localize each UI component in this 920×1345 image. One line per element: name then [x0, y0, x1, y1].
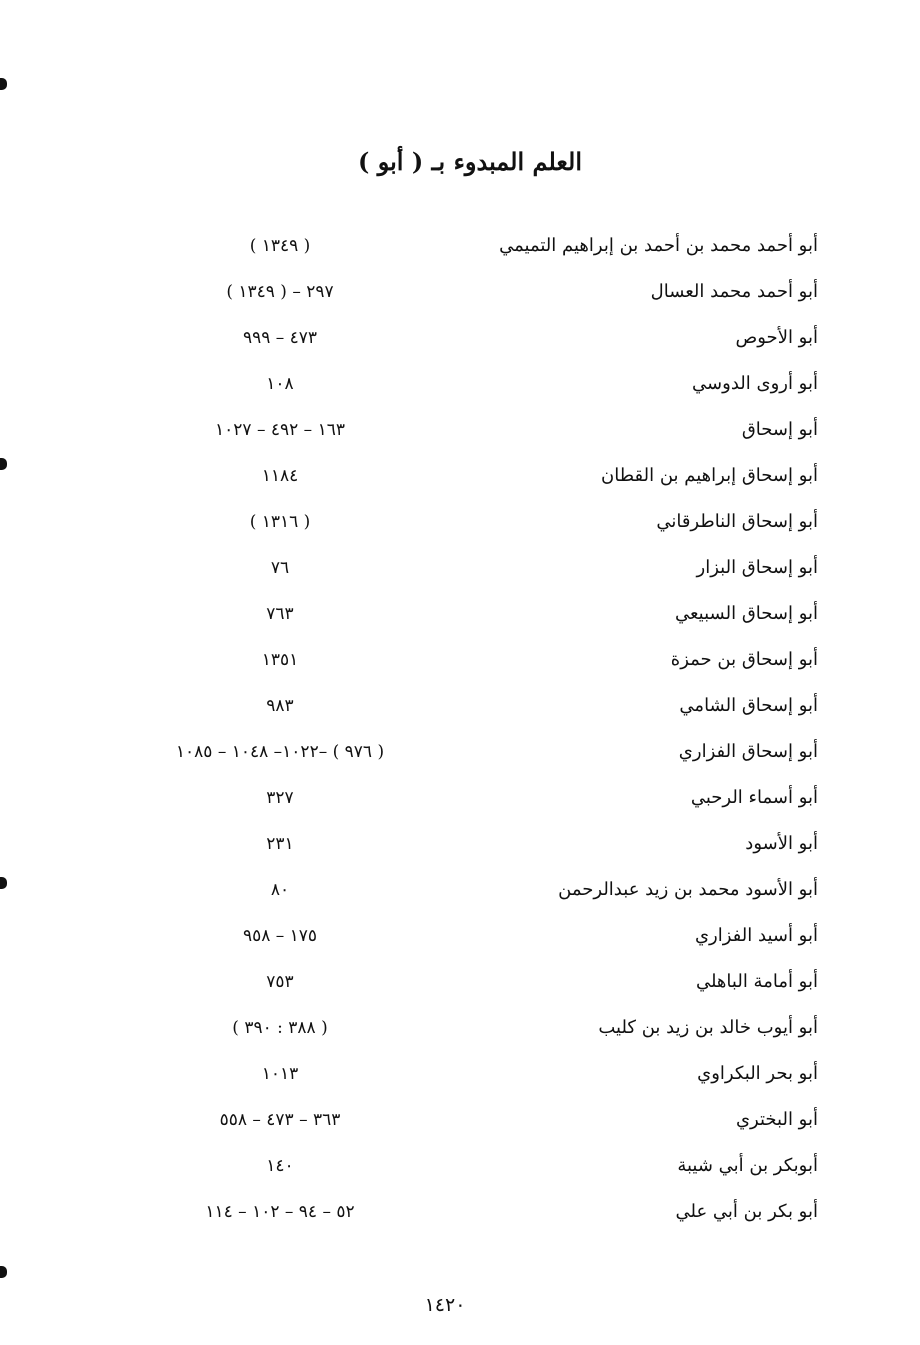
index-row	[0, 637, 920, 683]
index-row	[0, 591, 920, 637]
entry-pages: ٢٣١	[266, 834, 294, 854]
entry-name: أبو أمامة الباهلي	[695, 971, 818, 992]
index-row	[0, 545, 920, 591]
index-row	[0, 729, 920, 775]
entry-pages: ٧٦٣	[266, 604, 294, 624]
entry-pages: ١٣٥١	[261, 650, 299, 670]
entry-name: أبو إسحاق	[741, 419, 818, 440]
entry-name: أبو الأسود	[745, 833, 818, 854]
entry-pages: ( ١٣١٦ )	[249, 512, 311, 532]
entry-pages: ٩٨٣	[266, 696, 294, 716]
entry-name: أبو أسيد الفزاري	[694, 925, 818, 946]
index-row	[0, 1189, 920, 1235]
entry-pages: ١٠١٣	[261, 1064, 299, 1084]
entry-pages: ( ٩٧٦ ) –١٠٢٢– ١٠٤٨ – ١٠٨٥	[175, 742, 385, 762]
index-row	[0, 269, 920, 315]
entry-name: أبوبكر بن أبي شيبة	[677, 1155, 818, 1176]
scan-edge-mark	[0, 1266, 7, 1278]
index-row	[0, 407, 920, 453]
index-row	[0, 1097, 920, 1143]
entry-pages: ١٧٥ – ٩٥٨	[242, 926, 318, 946]
index-row	[0, 453, 920, 499]
entry-name: أبو إسحاق السبيعي	[675, 603, 818, 624]
page-number: ١٤٢٠	[424, 1294, 466, 1316]
index-row	[0, 223, 920, 269]
index-row	[0, 959, 920, 1005]
index-row	[0, 499, 920, 545]
page-title: العلم المبدوء بـ ( أبو )	[358, 147, 582, 176]
index-row	[0, 775, 920, 821]
entry-pages: ٧٦	[270, 558, 290, 578]
entry-pages: ١٦٣ – ٤٩٢ – ١٠٢٧	[215, 420, 345, 440]
entry-pages: ٨٠	[270, 880, 290, 900]
entry-pages: ١١٨٤	[261, 466, 299, 486]
entry-pages: ١٤٠	[266, 1156, 294, 1176]
entry-pages: ٧٥٣	[266, 972, 294, 992]
entry-name: أبو بكر بن أبي علي	[675, 1201, 818, 1222]
entry-name: أبو أحمد محمد بن أحمد بن إبراهيم التميمي	[499, 235, 818, 256]
entry-pages: ( ١٣٤٩ )	[249, 236, 311, 256]
entry-name: أبو أسماء الرحبي	[690, 787, 818, 808]
index-row	[0, 1051, 920, 1097]
entry-name: أبو الأحوص	[735, 327, 818, 348]
entry-name: أبو إسحاق الفزاري	[678, 741, 818, 762]
entry-name: أبو إسحاق إبراهيم بن القطان	[601, 465, 818, 486]
entry-name: أبو إسحاق البزار	[696, 557, 818, 578]
index-row	[0, 1143, 920, 1189]
entry-pages: ٣٢٧	[266, 788, 294, 808]
entry-name: أبو إسحاق الناطرقاني	[656, 511, 818, 532]
entry-pages: ( ٣٨٨ : ٣٩٠ )	[232, 1018, 328, 1038]
entry-pages: ٥٢ – ٩٤ – ١٠٢ – ١١٤	[205, 1202, 355, 1222]
index-row	[0, 1005, 920, 1051]
entry-name: أبو بحر البكراوي	[697, 1063, 818, 1084]
index-row	[0, 315, 920, 361]
index-row	[0, 821, 920, 867]
entry-name: أبو أروى الدوسي	[692, 373, 818, 394]
scan-edge-mark	[0, 78, 7, 90]
entry-name: أبو أحمد محمد العسال	[650, 281, 818, 302]
index-row	[0, 361, 920, 407]
entry-name: أبو الأسود محمد بن زيد عبدالرحمن	[558, 879, 818, 900]
index-row	[0, 913, 920, 959]
entry-name: أبو أيوب خالد بن زيد بن كليب	[598, 1017, 818, 1038]
entry-pages: ٤٧٣ – ٩٩٩	[242, 328, 318, 348]
index-row	[0, 683, 920, 729]
index-list	[0, 223, 920, 1235]
entry-pages: ٢٩٧ – ( ١٣٤٩ )	[226, 282, 334, 302]
entry-pages: ٣٦٣ – ٤٧٣ – ٥٥٨	[219, 1110, 341, 1130]
entry-name: أبو البختري	[735, 1109, 818, 1130]
entry-name: أبو إسحاق بن حمزة	[670, 649, 818, 670]
entry-name: أبو إسحاق الشامي	[679, 695, 818, 716]
entry-pages: ١٠٨	[266, 374, 294, 394]
index-row	[0, 867, 920, 913]
